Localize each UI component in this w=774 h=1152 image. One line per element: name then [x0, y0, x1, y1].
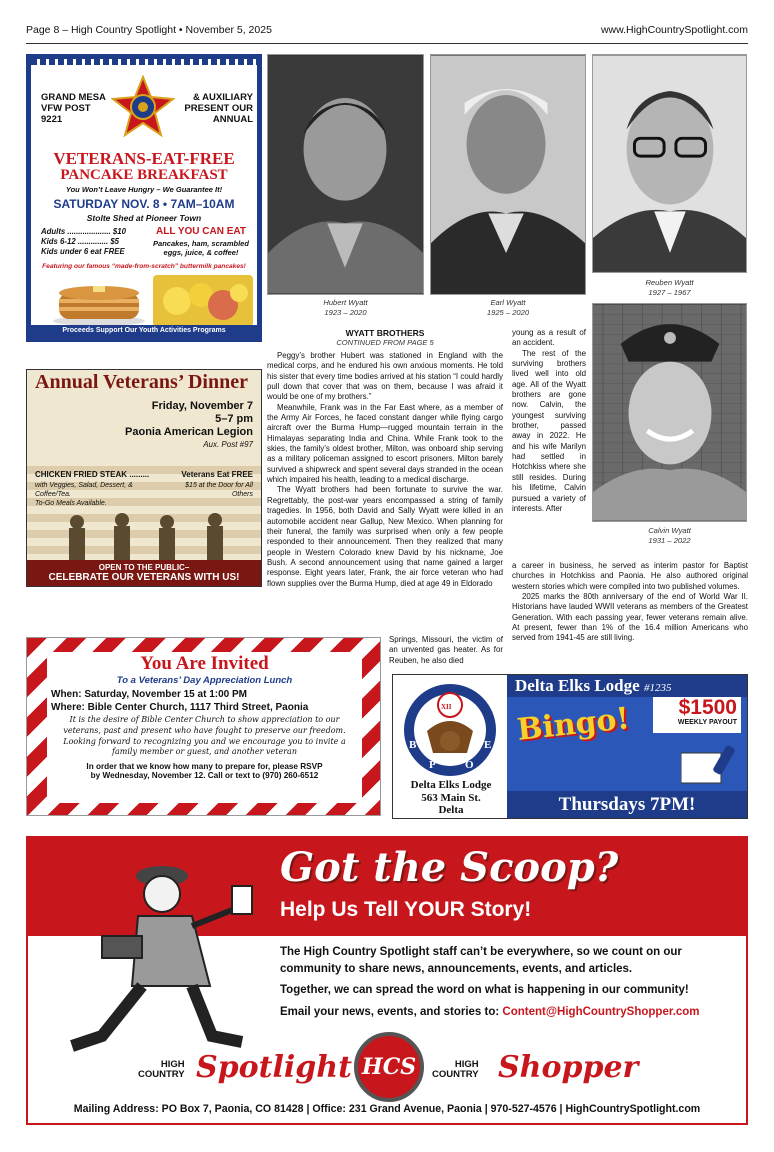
pancake-stack-image [51, 275, 147, 327]
page-header [26, 24, 748, 44]
elks-address [395, 779, 507, 817]
bpoe-letters: B P O E XII [409, 703, 492, 771]
vfw-tagline: You Won’t Leave Hungry – We Guarantee It! [65, 185, 223, 194]
earl-wyatt-photo [430, 54, 586, 295]
vfw-menu: Pancakes, ham, scrambled eggs, juice, & coffee! [153, 239, 249, 257]
bingo-panel [507, 697, 747, 791]
all-you-can-eat: ALL YOU CAN EAT [155, 226, 246, 237]
vfw-place: Stolte Shed at Pioneer Town [86, 213, 202, 223]
earl-caption: Earl Wyatt 1925 – 2020 [486, 298, 530, 317]
article-paragraph: The rest of the surviving brothers lived well into old age. All of the Wyatt brothers are gone now. Calvin, the youngest surviving brother, passed away in 2022. He and his wife Marilyn had settled in Hotchkiss where she still resides. During his lifetime, Calvin pursued a variety of interests. After [512, 348, 586, 513]
article-paragraph: Meanwhile, Frank was in the Far East where, as a member of the Army Air Forces, he faced constant danger while flying cargo aircraft over the Burma Hump—rugged mountain terrain in the Himalayas separating India and China. While Frank took to the skies, the family’s oldest brother, Milton, was onboard ship serving as a military policeman assigned to escort prisoners. Milton barely survived a shipwreck and spent several days stranded in the ocean which impaired his health, leading to a medical discharge. [267, 402, 503, 485]
elks-night: Thursdays 7PM! [507, 791, 747, 818]
calvin-caption: Calvin Wyatt 1931 – 2022 [648, 526, 691, 545]
vfw-price-list [41, 227, 137, 257]
dinner-togo: To-Go Meals Available. [35, 500, 107, 507]
veterans-free: Veterans Eat FREE [181, 470, 253, 479]
article-column-1 [267, 351, 503, 589]
bingo-word: Bingo! [515, 701, 632, 748]
elks-city: Delta [438, 804, 464, 817]
price-row: Adults .................... $10 [41, 227, 126, 236]
star-border-top [31, 59, 257, 65]
eggs-ham-image [153, 275, 253, 327]
article-paragraph: The Wyatt brothers had been fortunate to survive the war. Regrettably, the post-war years encompassed a string of family tragedies. In 1956, both David and Sally Wyatt were killed in an automobile accident near Gallup, New Mexico. When planning for their funeral, the family was surprised when only a few people responded to their announcement. Then they realized that many people in Western Colorado knew David by his nickname, Joe Bush. A second announcement using that name gained a larger response. Eight years later, Frank, the air force veteran who had flown supplies over the Burma Hump, died at age 49 in Eldorado [267, 485, 503, 588]
price-row: Kids under 6 eat FREE [41, 247, 125, 257]
article-paragraph: young as a result of an accident. [512, 328, 586, 348]
open-public: OPEN TO THE PUBLIC– [98, 563, 190, 572]
invite-rsvp-phone: by Wednesday, November 12. Call or text to (970) 260-6512 [90, 771, 319, 781]
scoop-subtitle: Help Us Tell YOUR Story! [280, 898, 532, 921]
vfw-title: VETERANS-EAT-FREE [53, 149, 235, 168]
elks-street: 563 Main St. [421, 791, 481, 804]
delta-elks-bingo-ad [392, 674, 748, 819]
article-column-2 [512, 328, 586, 514]
dauber-icon [681, 745, 737, 785]
price-row: Kids 6-12 .............. $5 [41, 237, 120, 247]
dinner-door-price: $15 at the Door for All Others [185, 482, 253, 499]
hubert-wyatt-photo [267, 54, 424, 295]
shopper-logo: Shopper [498, 1050, 639, 1085]
invite-title: You Are Invited [140, 653, 269, 674]
payout-amount: $1500 [678, 696, 737, 719]
dinner-post: Aux. Post #97 [203, 439, 253, 449]
veterans-dinner-ad [26, 369, 262, 587]
article-paragraph: a career in business, he served as interim pastor for Baptist churches in Hotchkiss and Paonia. He also authored original western stories which were compiled into two published volumes. [512, 561, 748, 591]
vfw-post-label: GRAND MESA VFW POST 9221 [41, 92, 106, 125]
auxiliary-label: & AUXILIARY PRESENT OUR ANNUAL [184, 92, 253, 125]
article-title: WYATT BROTHERS [345, 328, 425, 338]
article-column-2b [512, 561, 748, 644]
vfw-featuring: Featuring our famous “made-from-scratch” buttermilk pancakes! [42, 263, 246, 270]
invite-panel [47, 652, 362, 803]
spotlight-logo: Spotlight [196, 1050, 352, 1085]
vfw-footer: Proceeds Support Our Youth Activities Programs [31, 325, 257, 337]
scoop-line-3: Email your news, events, and stories to: Content@HighCountryShopper.com [280, 1006, 700, 1018]
dinner-details [125, 400, 253, 449]
celebrate-veterans: CELEBRATE OUR VETERANS WITH US! [48, 572, 240, 583]
invite-text: It is the desire of Bible Center Church to show appreciation to our veterans, past and present who have fought to preserve our freedom. Looking forward to recognizing you and we encourage you to invite a family member or guest, and another veteran [63, 715, 346, 757]
vfw-pancake-ad [26, 54, 262, 342]
elks-number: #1235 [643, 682, 672, 694]
elks-banner [507, 675, 747, 697]
elks-title: Delta Elks Lodge [515, 676, 640, 695]
reuben-caption: Reuben Wyatt 1927 – 1967 [645, 278, 694, 297]
website-url[interactable]: www.HighCountrySpotlight.com [600, 24, 748, 36]
dinner-title: Annual Veterans’ Dinner [35, 371, 248, 393]
vfw-subtitle: PANCAKE BREAKFAST [60, 167, 228, 183]
article-paragraph: Peggy’s brother Hubert was stationed in England with the medical corps, and he endured his own anxious moments. He told his sister that every time bodies arrived at his station “I could hardly pull down that cover that was on them, because I was afraid it would be one of my brothers.” [267, 351, 503, 402]
scoop-email-link[interactable]: Content@HighCountryShopper.com [502, 1006, 700, 1018]
payout-box [653, 697, 741, 733]
page-folio: Page 8 – High Country Spotlight • November 5, 2025 [26, 24, 272, 36]
reuben-wyatt-photo [592, 54, 747, 273]
vfw-date: SATURDAY NOV. 8 • 7AM–10AM [53, 197, 235, 211]
article-paragraph: 2025 marks the 80th anniversary of the end of World War II. Historians have lauded WWII veterans as members of the Greatest Generation. With each passing year, fewer veterans remain alive. At present, fewer than 1% of the 16.4 million Americans who served from 1941-45 are still living. [512, 592, 748, 643]
got-the-scoop-ad [26, 836, 748, 1125]
dinner-banner [27, 560, 261, 586]
scoop-line-1: The High Country Spotlight staff can’t be everywhere, so we count on our community to share news, announcements, events, and articles. [280, 946, 682, 975]
article-heading [267, 328, 503, 347]
shopper-logo-prefix: HIGH COUNTRY [432, 1059, 479, 1081]
soldiers-image [47, 510, 247, 560]
elks-lodge-name: Delta Elks Lodge [410, 779, 492, 791]
invite-rsvp: In order that we know how many to prepare for, please RSVP [86, 762, 323, 772]
payout-label: WEEKLY PAYOUT [677, 719, 737, 726]
invite-when: When: Saturday, November 15 at 1:00 PM [51, 689, 247, 700]
dinner-date: Friday, November 7 [151, 400, 253, 412]
invite-where: Where: Bible Center Church, 1117 Third Street, Paonia [51, 702, 309, 713]
continued-label: CONTINUED FROM PAGE 5 [336, 338, 434, 347]
scoop-line-2: Together, we can spread the word on what is happening in our community! [280, 984, 689, 996]
scoop-footer: Mailing Address: PO Box 7, Paonia, CO 81428 | Office: 231 Grand Avenue, Paonia | 970-527-4576 | HighCountrySpotlight.com [73, 1103, 701, 1115]
spotlight-logo-prefix: HIGH COUNTRY [138, 1059, 185, 1081]
scoop-title: Got the Scoop? [280, 844, 619, 891]
dinner-sides: with Veggies, Salad, Dessert, & Coffee/Tea. [35, 482, 133, 499]
dinner-place: Paonia American Legion [125, 426, 253, 439]
hcs-logo: HCS [354, 1032, 424, 1102]
invite-subtitle: To a Veterans’ Day Appreciation Lunch [116, 675, 293, 686]
veterans-lunch-invite-ad [26, 637, 381, 816]
hubert-caption: Hubert Wyatt 1923 – 2020 [323, 298, 368, 317]
dinner-time: 5–7 pm [215, 413, 253, 426]
article-wrap-text: Springs, Missouri, the victim of an unvented gas heater. As for Reuben, he also died [389, 635, 503, 665]
newsboy-illustration [42, 846, 262, 1056]
dinner-meal: CHICKEN FRIED STEAK ......... [35, 470, 150, 479]
vfw-emblem-icon [111, 75, 175, 139]
calvin-wyatt-photo [592, 303, 747, 522]
